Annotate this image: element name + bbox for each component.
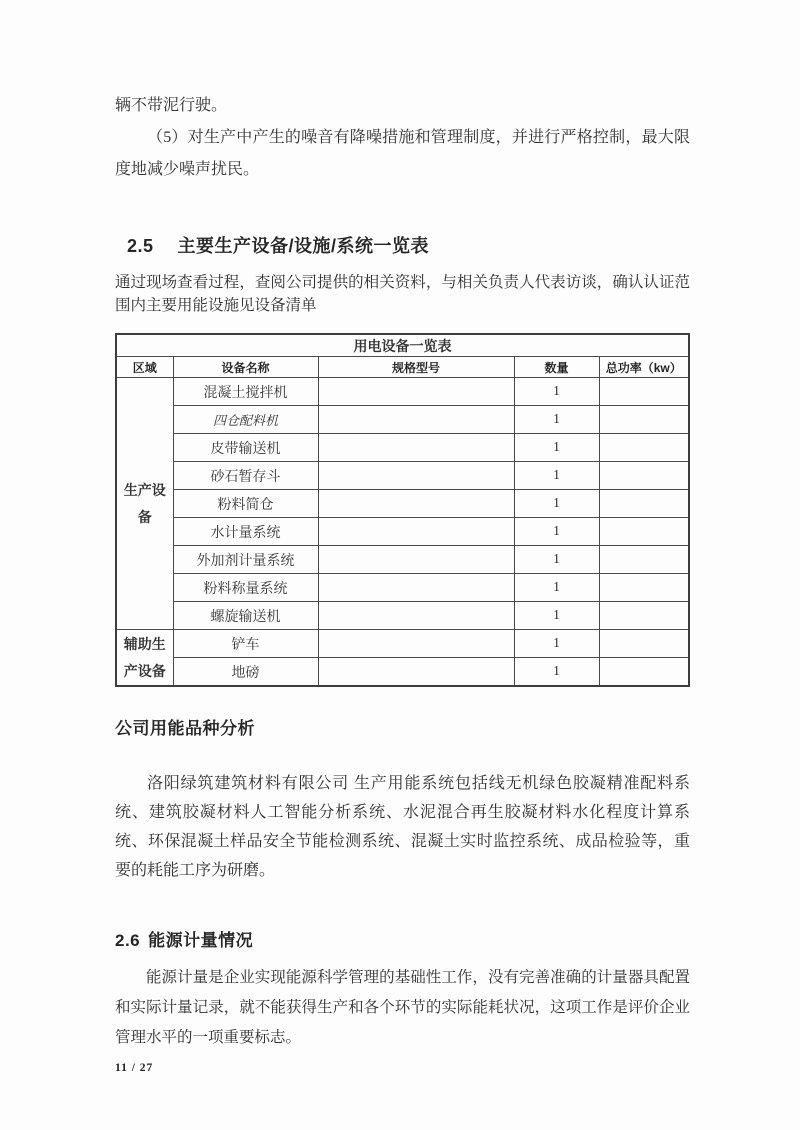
table-row [116,630,689,658]
section-2-6-paragraph: 能源计量是企业实现能源科学管理的基础性工作，没有完善准确的计量器具配置和实际计量记录，就不能获得生产和各个环节的实际能耗状况，这项工作是评价企业管理水平的一项重要标志。 [115,969,690,1046]
cell-spec [318,602,514,630]
header-region: 区域 [116,357,173,378]
table-intro-paragraph: 通过现场查看过程，查阅公司提供的相关资料，与相关负责人代表访谈，确认认证范围内主要用能设施见设备清单 [115,274,690,314]
cell-spec [318,406,514,434]
cell-name: 粉料简仓 [173,490,318,518]
cell-spec [318,658,514,687]
cell-power [599,546,689,574]
energy-types-paragraph: 洛阳绿筑建筑材料有限公司 生产用能系统包括线无机绿色胶凝精准配料系统、建筑胶凝材料人工智能分析系统、水泥混合再生胶凝材料水化程度计算系统、环保混凝土样品安全节能检测系统、混凝土实时监控系统、成品检验等，重要的耗能工序为研磨。 [115,775,690,879]
cell-power [599,406,689,434]
table-row [116,518,689,546]
table-header-row [116,357,689,378]
paragraph-continuation: 辆不带泥行驶。 [115,97,228,114]
cell-name: 水计量系统 [173,518,318,546]
cell-name: 砂石暂存斗 [173,462,318,490]
table-row [116,574,689,602]
section-2-5-number: 2.5 [127,236,154,256]
electric-equipment-table [115,333,690,687]
cell-name: 铲车 [173,630,318,658]
cell-power [599,462,689,490]
cell-qty: 1 [514,658,599,687]
cell-qty: 1 [514,546,599,574]
cell-name: 地磅 [173,658,318,687]
table-row [116,546,689,574]
cell-name: 混凝土搅拌机 [173,378,318,406]
section-2-6-title: 能源计量情况 [148,931,254,950]
section-2-5-heading [127,232,690,258]
cell-name: 皮带输送机 [173,434,318,462]
table-title-row [116,334,689,357]
cell-spec [318,490,514,518]
paragraph-item5: （5）对生产中产生的噪音有降噪措施和管理制度，并进行严格控制，最大限度地减少噪声扰民。 [115,129,690,178]
table-row [116,378,689,406]
region-cell-production: 生产设备 [116,378,173,630]
cell-qty: 1 [514,602,599,630]
cell-qty: 1 [514,574,599,602]
page-number: 11 / 27 [115,1062,154,1074]
section-2-6-number: 2.6 [115,931,141,950]
header-name: 设备名称 [173,357,318,378]
cell-spec [318,546,514,574]
cell-power [599,518,689,546]
cell-name: 螺旋输送机 [173,602,318,630]
cell-spec [318,574,514,602]
cell-name: 四仓配料机 [173,406,318,434]
table-row [116,658,689,687]
cell-spec [318,378,514,406]
cell-name: 粉料称量系统 [173,574,318,602]
cell-spec [318,434,514,462]
cell-power [599,378,689,406]
header-power: 总功率（kw） [599,357,689,378]
cell-qty: 1 [514,378,599,406]
header-qty: 数量 [514,357,599,378]
table-title: 用电设备一览表 [116,334,689,357]
section-2-6-heading [115,926,690,951]
cell-name: 外加剂计量系统 [173,546,318,574]
table-row [116,490,689,518]
cell-qty: 1 [514,462,599,490]
table-row [116,462,689,490]
table-row [116,434,689,462]
section-2-5-title: 主要生产设备/设施/系统一览表 [177,236,430,256]
cell-qty: 1 [514,406,599,434]
header-spec: 规格型号 [318,357,514,378]
cell-qty: 1 [514,630,599,658]
page-content [115,90,690,1074]
cell-spec [318,630,514,658]
cell-power [599,434,689,462]
cell-qty: 1 [514,518,599,546]
energy-types-heading: 公司用能品种分析 [115,719,255,738]
cell-power [599,490,689,518]
table-row [116,406,689,434]
cell-power [599,602,689,630]
cell-qty: 1 [514,490,599,518]
cell-power [599,658,689,687]
cell-power [599,630,689,658]
region-cell-auxiliary: 辅助生产设备 [116,630,173,687]
cell-power [599,574,689,602]
cell-spec [318,462,514,490]
cell-spec [318,518,514,546]
cell-qty: 1 [514,434,599,462]
table-row [116,602,689,630]
